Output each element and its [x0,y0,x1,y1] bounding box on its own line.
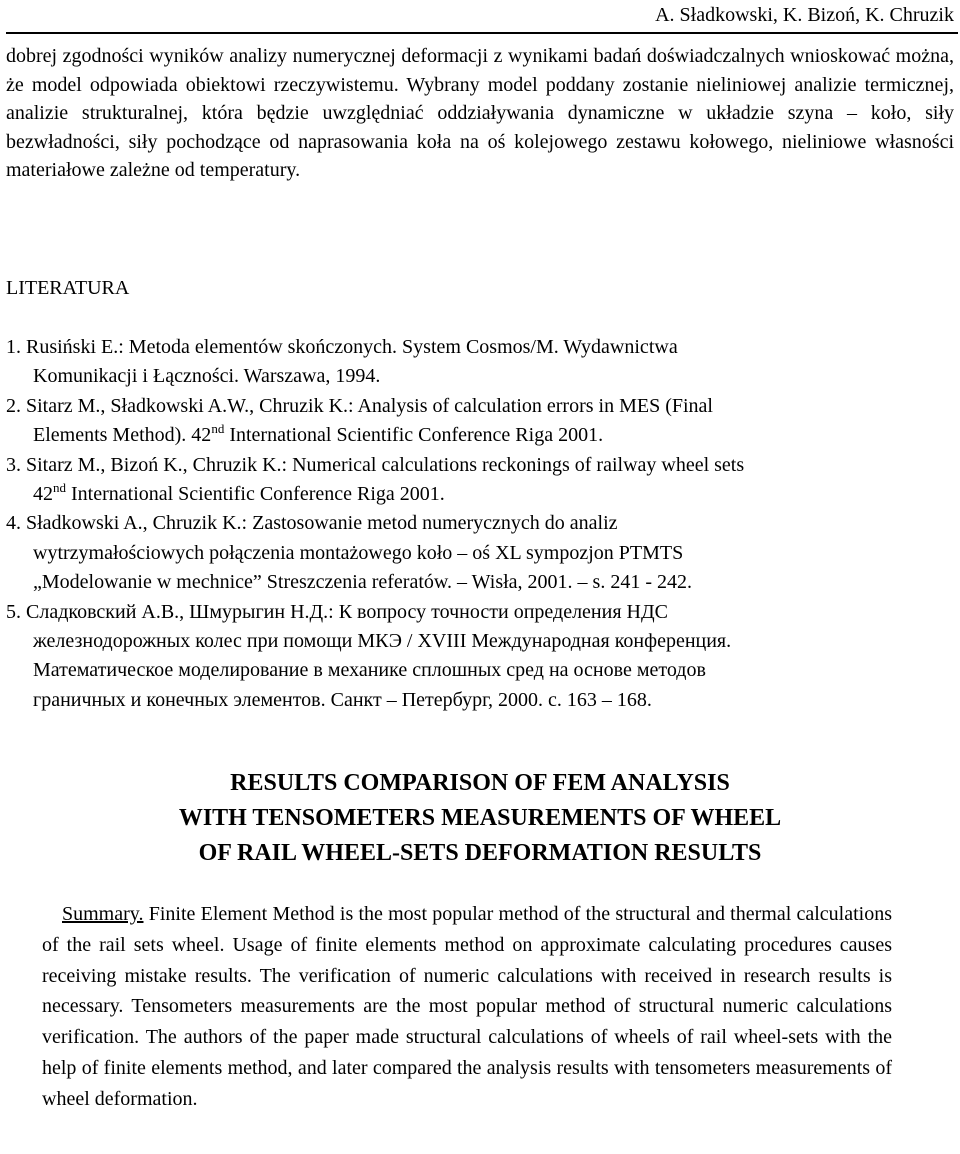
reference-line [6,421,956,450]
intro-paragraph: dobrej zgodności wyników analizy numerycznej deformacji z wynikami badań doświadczalnych wnioskować można, że model odpowiada obiektowi rzeczywistemu. Wybrany model poddany zostanie nieliniowej analizie termicznej, analizie strukturalnej, która będzie uwzględniać oddziaływania dynamiczne w układzie szyna – koło, siły bezwładności, siły pochodzące od naprasowania koła na oś kolejowego zestawu kołowego, nieliniowe własności materiałowe zależne od temperatury. [6,45,954,181]
reference-line: „Modelowanie w mechnice” Streszczenia referatów. – Wisła, 2001. – s. 241 - 242. [33,571,692,594]
reference-line: 1. Rusiński E.: Metoda elementów skończonych. System Cosmos/M. Wydawnictwa [6,336,678,358]
summary-paragraph [42,899,892,1115]
english-title [0,766,960,871]
reference-list [6,333,956,715]
reference-line: 2. Sitarz M., Sładkowski A.W., Chruzik K.: Analysis of calculation errors in MES (Final [6,394,713,417]
literature-heading: LITERATURA [6,277,130,299]
reference-line: wytrzymałościowych połączenia montażowego koło – oś XL sympozjon PTMTS [33,541,684,564]
reference-item-1 [6,333,956,392]
reference-text: 42 [33,483,53,506]
reference-line: 4. Sładkowski A., Chruzik K.: Zastosowanie metod numerycznych do analiz [6,512,618,535]
ordinal-superscript: nd [211,421,225,437]
reference-line: 3. Sitarz M., Bizoń K., Chruzik K.: Numerical calculations reckonings of railway wheel sets [6,453,745,476]
reference-text: Elements Method). 42 [33,424,212,447]
reference-item-5 [6,598,956,716]
reference-line: граничных и конечных элементов. Санкт – Петербург, 2000. с. 163 – 168. [33,688,652,711]
running-head: A. Sładkowski, K. Bizoń, K. Chruzik [655,4,954,26]
reference-line: 5. Сладковский А.В., Шмурыгин Н.Д.: К вопросу точности определения НДС [6,600,668,623]
title-line: RESULTS COMPARISON OF FEM ANALYSIS [230,770,730,796]
header-rule [6,32,958,34]
reference-item-2 [6,392,956,451]
summary-label: Summary. [62,903,144,925]
reference-item-3 [6,451,956,510]
summary-text: Finite Element Method is the most popular method of the structural and thermal calculations of the rail sets wheel. Usage of finite elements method on approximate calculating procedures causes receiving mistake results. The verification of numeric calculations with received in research results is necessary. Tensometers measurements are the most popular method of structural numeric calculations verification. The authors of the paper made structural calculations of wheels of rail wheel-sets with the help of finite elements method, and later compared the analysis results with tensometers measurements of wheel deformation. [42,903,892,1110]
title-line: OF RAIL WHEEL-SETS DEFORMATION RESULTS [198,840,762,866]
reference-item-4 [6,509,956,597]
reference-text: International Scientific Conference Riga 2001. [224,424,604,447]
reference-line [6,480,956,509]
reference-line: железнодорожных колес при помощи МКЭ / XVIII Международная конференция. [33,630,732,653]
reference-text: International Scientific Conference Riga 2001. [66,483,445,506]
title-line: WITH TENSOMETERS MEASUREMENTS OF WHEEL [178,805,782,831]
reference-line: Математическое моделирование в механике сплошных сред на основе методов [33,659,706,682]
ordinal-superscript: nd [53,480,66,496]
reference-line: Komunikacji i Łączności. Warszawa, 1994. [33,365,381,388]
